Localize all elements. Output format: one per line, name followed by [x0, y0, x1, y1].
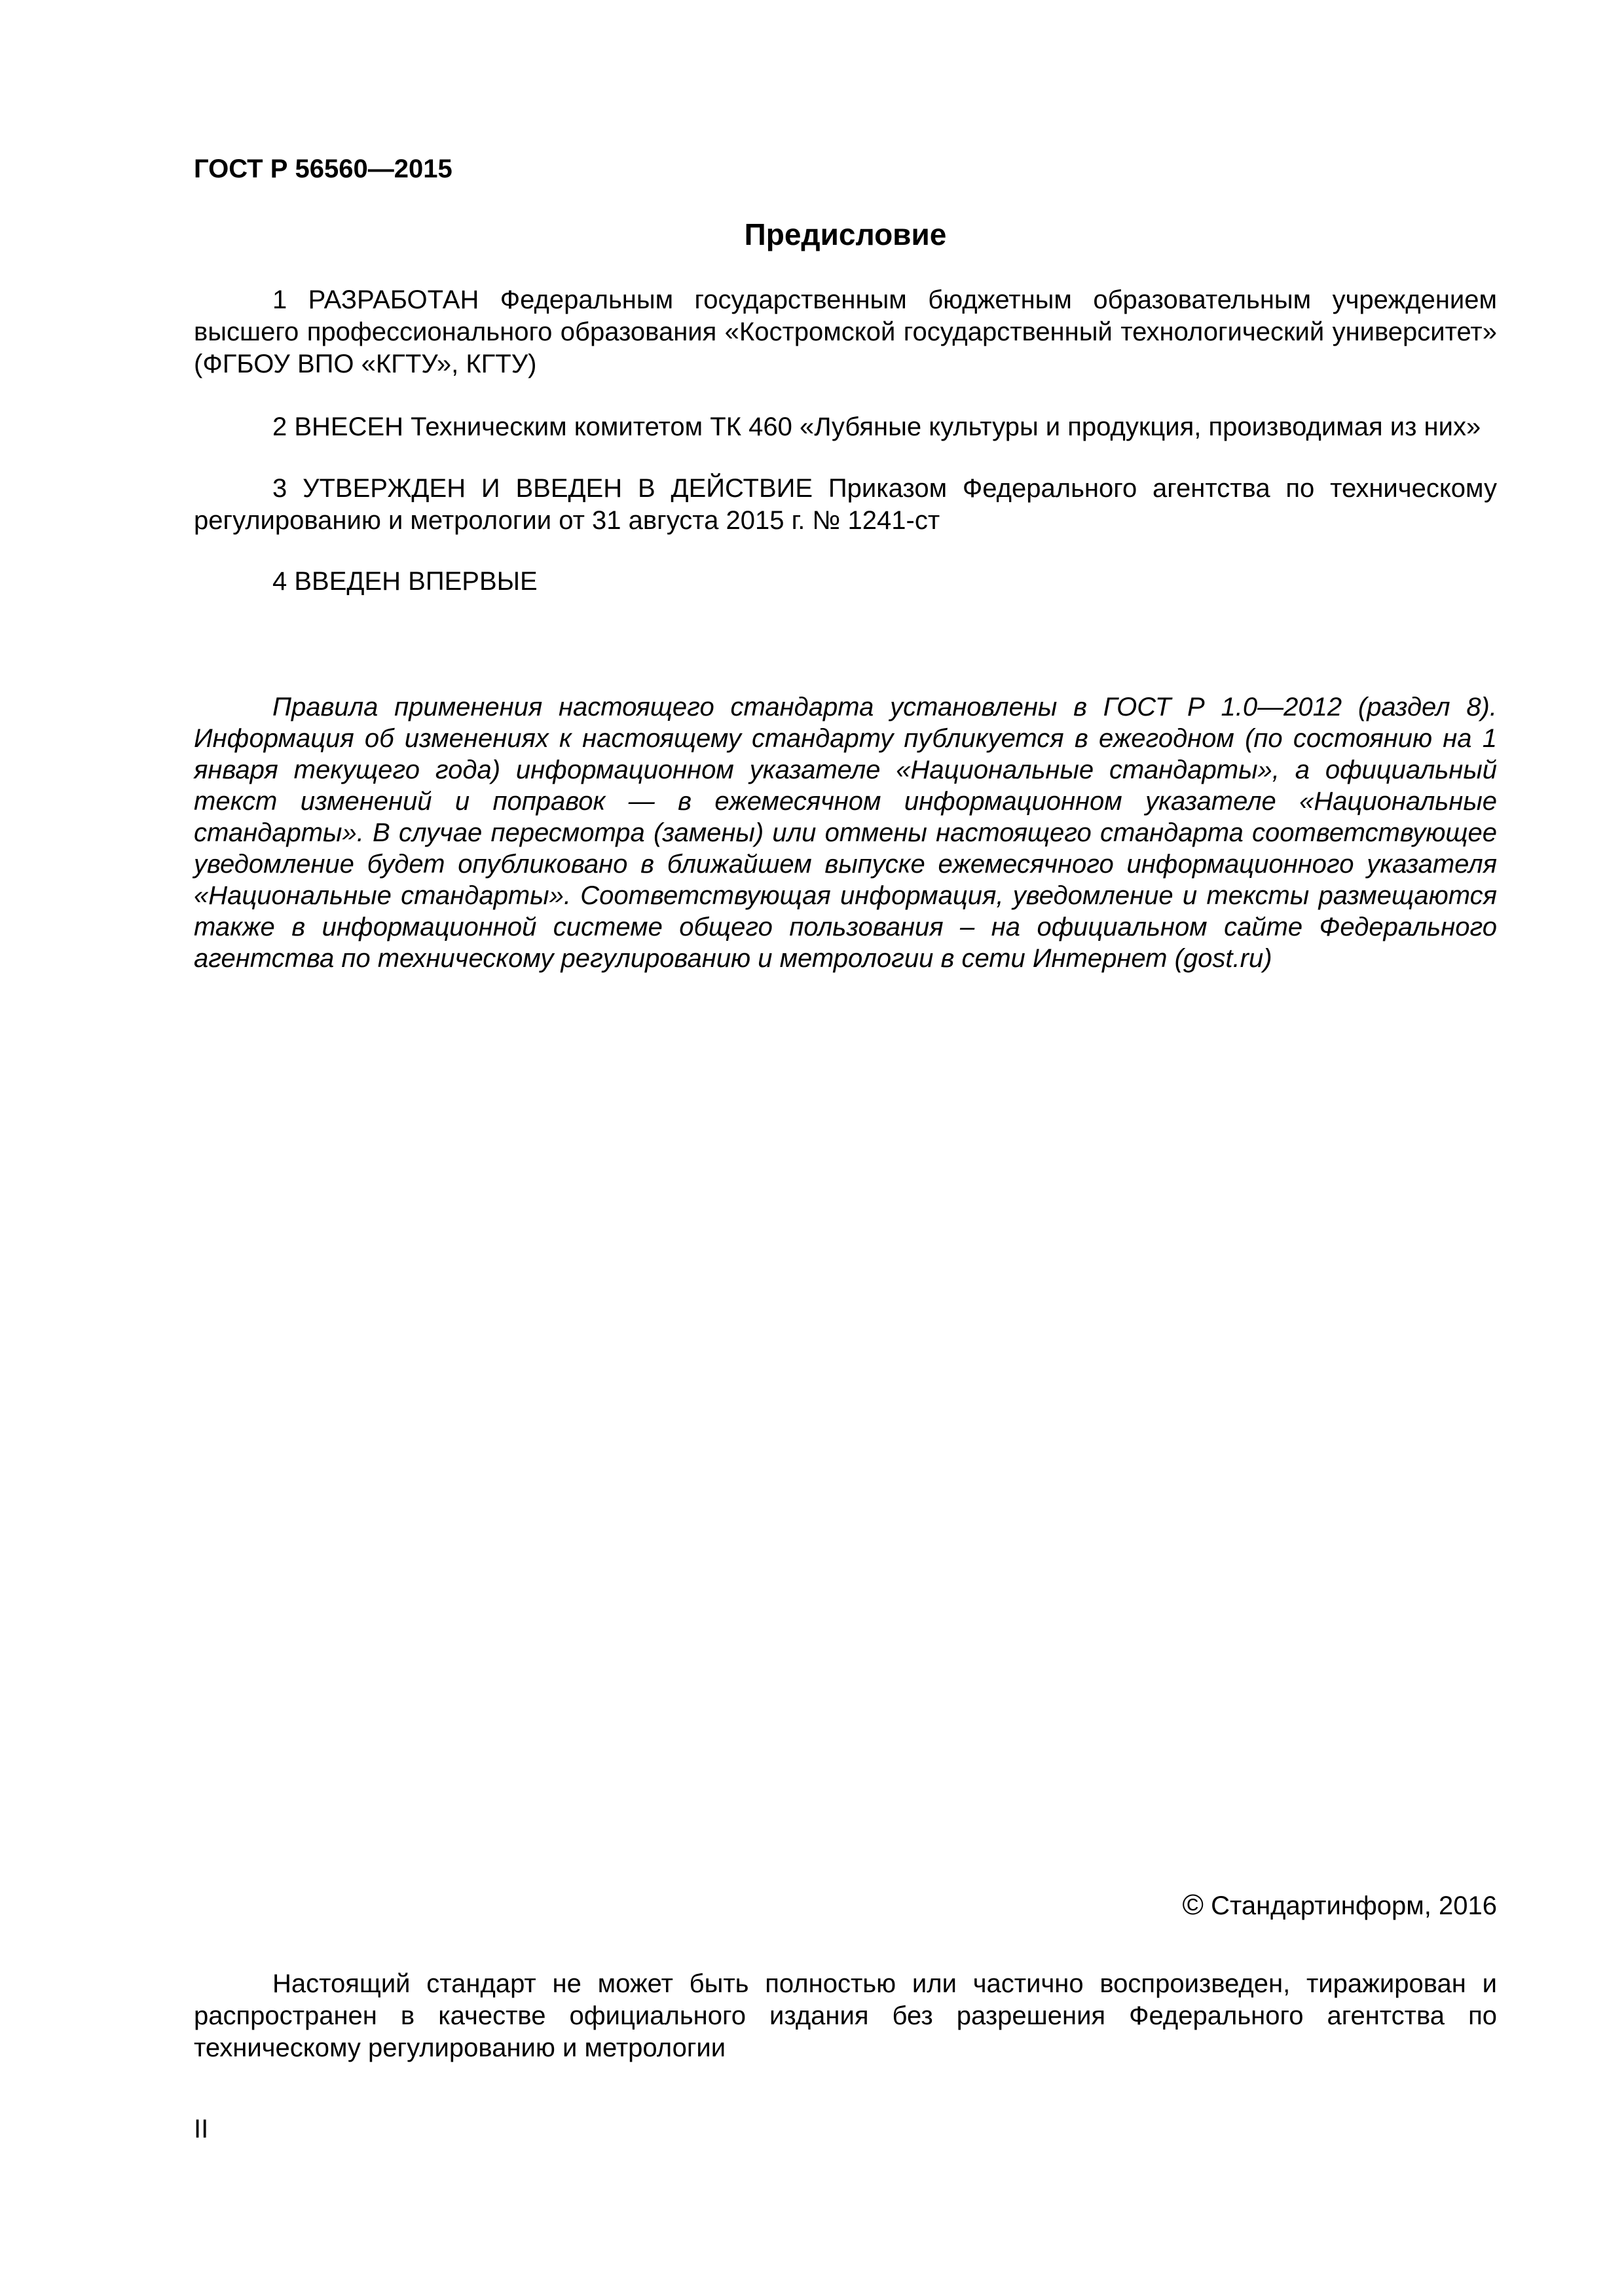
foreword-item-developed: 1 РАЗРАБОТАН Федеральным государственным бюджетным образовательным учреждением высшего профессионального образования «Костромской государственный технологический университет» (ФГБОУ ВПО «КГТУ», КГТУ) — [194, 285, 1497, 378]
copyright-text: Стандартинформ, 2016 — [1211, 1891, 1497, 1920]
copyright-line — [194, 1888, 1497, 1923]
page-number: II — [194, 2115, 209, 2143]
foreword-item-submitted: 2 ВНЕСЕН Техническим комитетом ТК 460 «Лубяные культуры и продукция, производимая из них» — [272, 412, 1481, 441]
foreword-item-approved: 3 УТВЕРЖДЕН И ВВЕДЕН В ДЕЙСТВИЕ Приказом Федерального агентства по техническому регулированию и метрологии от 31 августа 2015 г. № 1241-ст — [194, 474, 1497, 535]
page-title: Предисловие — [744, 217, 947, 251]
application-rules-notice: Правила применения настоящего стандарта установлены в ГОСТ Р 1.0—2012 (раздел 8). Информация об изменениях к настоящему стандарту публикуется в ежегодном (по состоянию на 1 января текущего года) информационном указателе «Национальные стандарты», а официальный текст изменений и поправок — в ежемесячном информационном указателе «Национальные стандарты». В случае пересмотра (замены) или отмены настоящего стандарта соответствующее уведомление будет опубликовано в ближайшем выпуске ежемесячного информационного указателя «Национальные стандарты». Соответствующая информация, уведомление и тексты размещаются также в информационной системе общего пользования – на официальном сайте Федерального агентства по техническому регулированию и метрологии в сети Интернет (gost.ru) — [194, 693, 1497, 973]
reproduction-notice: Настоящий стандарт не может быть полностью или частично воспроизведен, тиражирован и распространен в качестве официального издания без разрешения Федерального агентства по техническому регулированию и метрологии — [194, 1969, 1497, 2062]
copyright-symbol: © — [1182, 1889, 1204, 1921]
standard-code: ГОСТ Р 56560—2015 — [194, 155, 452, 183]
foreword-item-first-introduced: 4 ВВЕДЕН ВПЕРВЫЕ — [272, 567, 538, 596]
